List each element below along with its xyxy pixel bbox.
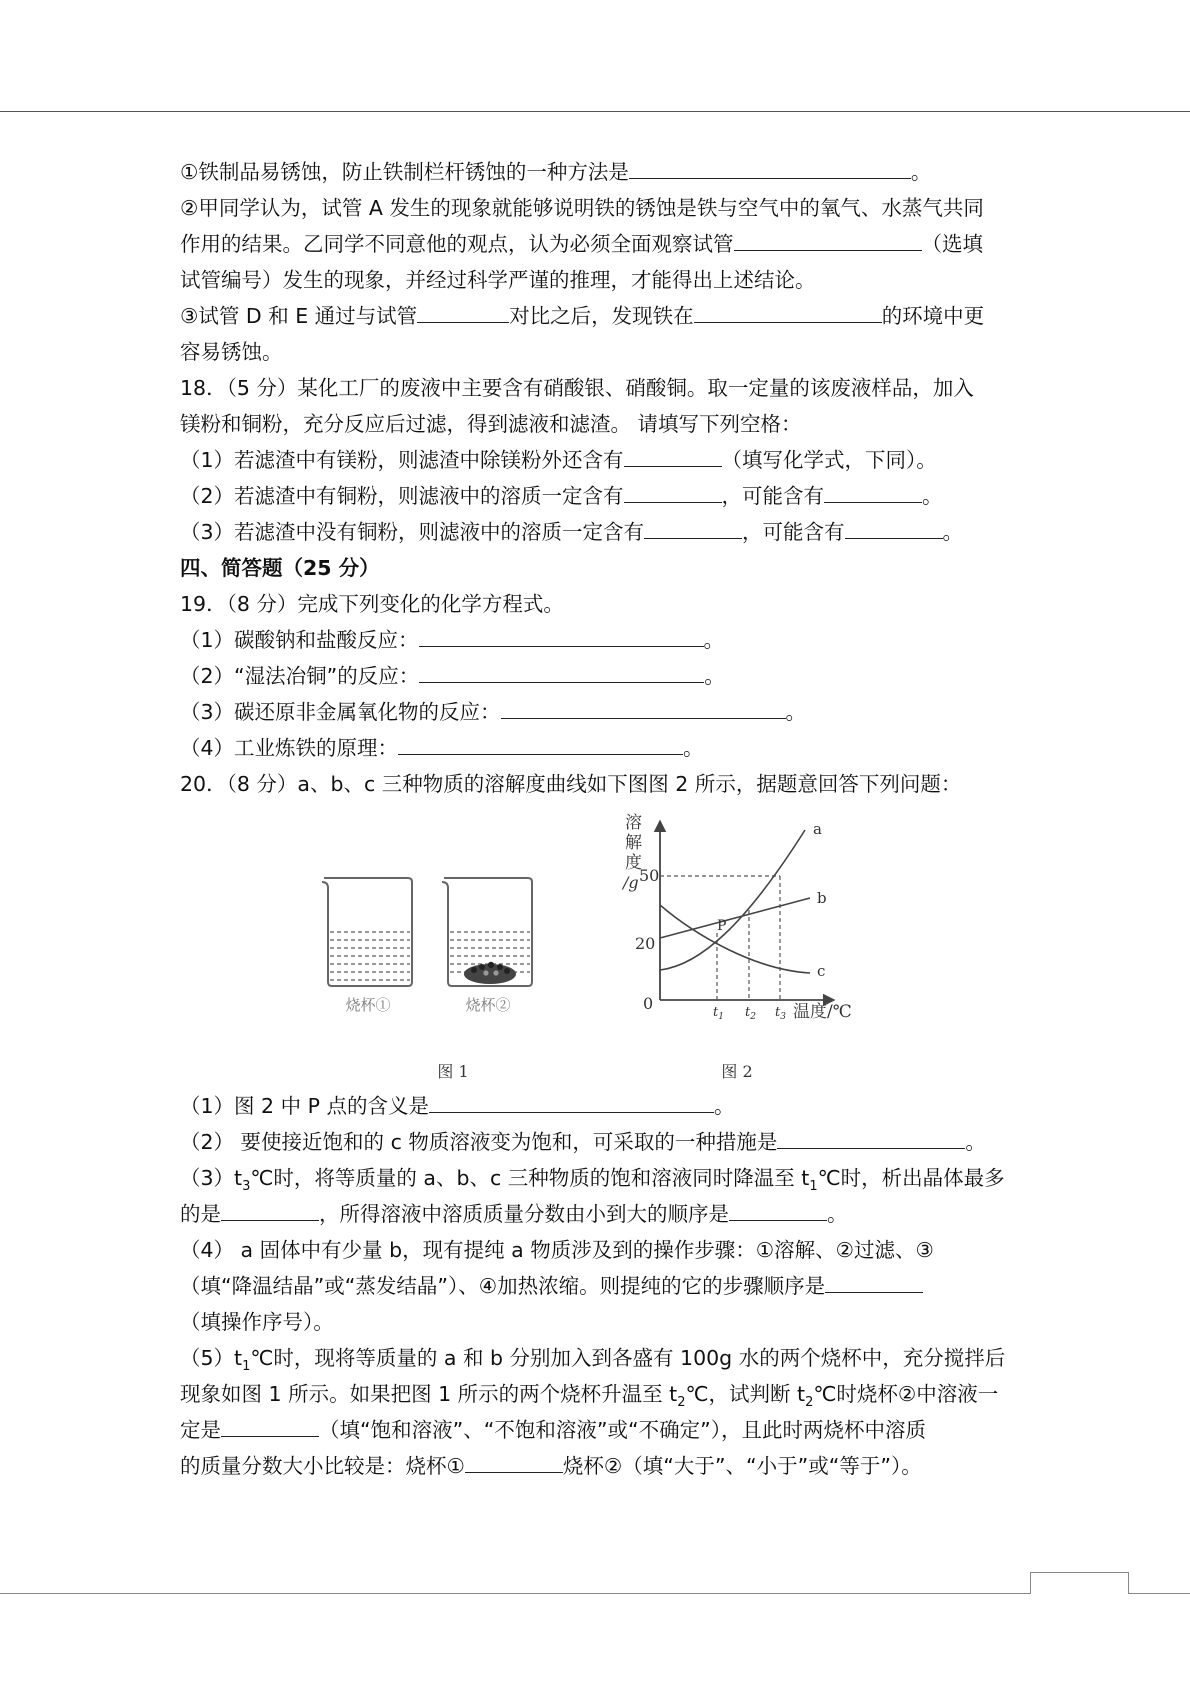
text-line: ③试管 D 和 E 通过与试管 对比之后，发现铁在 的环境中更 <box>180 304 985 328</box>
text-line: （4）工业炼铁的原理： 。 <box>180 736 704 760</box>
answer-blank[interactable] <box>644 518 742 539</box>
answer-blank[interactable] <box>845 518 943 539</box>
curve-a <box>660 830 805 970</box>
header-rule <box>0 111 1190 112</box>
text-line: （2） 要使接近饱和的 c 物质溶液变为饱和，可采取的一种措施是 。 <box>180 1130 986 1154</box>
text-line: 作用的结果。乙同学不同意他的观点，认为必须全面观察试管 （选填 <box>180 232 983 256</box>
answer-blank[interactable] <box>777 1128 965 1149</box>
text-line: （填操作序号）。 <box>180 1310 334 1334</box>
series-label-b: b <box>817 889 827 907</box>
y-axis-label-char: 溶 <box>625 813 642 833</box>
y-tick-label: 50 <box>639 866 660 885</box>
text-line: 试管编号）发生的现象，并经过科学严谨的推理，才能得出上述结论。 <box>180 268 816 292</box>
text-line: 19．（8 分）完成下列变化的化学方程式。 <box>180 592 564 616</box>
y-tick-label: 0 <box>643 994 654 1013</box>
figure-1-caption: 图 1 <box>437 1062 469 1080</box>
text-line: ①铁制品易锈蚀，防止铁制栏杆锈蚀的一种方法是 。 <box>180 160 932 184</box>
text-line: （1）图 2 中 P 点的含义是 。 <box>180 1094 735 1118</box>
y-axis-label-char: /g <box>623 873 639 892</box>
answer-blank[interactable] <box>419 662 704 683</box>
text-line: （填“降温结晶”或“蒸发结晶”）、④加热浓缩。则提纯的它的步骤顺序是 <box>180 1268 923 1304</box>
x-tick-label: $t_3$ <box>775 1005 786 1022</box>
text-line: $(3)t_3℃$时，将等质量的 a、b、c 三种物质的饱和溶液同时降温至 $t_1℃$时，析出晶体最多 <box>180 1166 1005 1195</box>
answer-blank[interactable] <box>734 230 922 251</box>
text-line: （3）碳还原非金属氧化物的反应： 。 <box>180 700 807 724</box>
x-tick-label: $t_1$ <box>713 1005 724 1022</box>
answer-blank[interactable] <box>624 482 722 503</box>
answer-blank[interactable] <box>417 302 509 323</box>
beaker-2-label: 烧杯② <box>465 996 511 1014</box>
answer-blank[interactable] <box>629 158 911 179</box>
answer-blank[interactable] <box>398 734 683 755</box>
text-line: 的是 ，所得溶液中溶质质量分数由小到大的顺序是 。 <box>180 1202 848 1226</box>
text-line: 18．（5 分）某化工厂的废液中主要含有硝酸银、硝酸铜。取一定量的该废液样品，加入 <box>180 376 974 400</box>
footer-rule <box>0 1593 1030 1594</box>
beaker-1-liquid <box>330 932 410 980</box>
curve-b <box>660 898 810 938</box>
answer-blank[interactable] <box>501 698 786 719</box>
text-line: 镁粉和铜粉，充分反应后过滤，得到滤液和滤渣。 请填写下列空格： <box>180 412 802 436</box>
y-axis-label-char: 解 <box>625 833 642 853</box>
answer-blank[interactable] <box>221 1416 319 1437</box>
x-tick-label: $t_2$ <box>745 1005 756 1022</box>
text-line: 容易锈蚀。 <box>180 340 283 364</box>
answer-blank[interactable] <box>465 1452 563 1473</box>
answer-blank[interactable] <box>419 626 704 647</box>
text-line: $(5)t_1℃$时，现将等质量的 a 和 b 分别加入到各盛有 100g 水的两个烧杯中，充分搅拌后 <box>180 1346 1006 1375</box>
series-label-c: c <box>817 962 826 980</box>
answer-blank[interactable] <box>624 446 722 467</box>
figure-2-solubility-chart <box>605 810 875 1080</box>
x-axis-label: 温度/℃ <box>793 1002 852 1022</box>
text-line: （3）若滤渣中没有铜粉，则滤液中的溶质一定含有 ，可能含有 。 <box>180 520 964 544</box>
page-number-tab <box>1030 1572 1129 1594</box>
point-p-label: P <box>717 918 727 934</box>
text-line: （2）“湿法冶铜”的反应： 。 <box>180 664 725 688</box>
answer-blank[interactable] <box>825 1272 923 1293</box>
text-line: 的质量分数大小比较是：烧杯① 烧杯②（填“大于”、“小于”或“等于”）。 <box>180 1454 922 1478</box>
text-line: （1）碳酸钠和盐酸反应： 。 <box>180 628 725 652</box>
text-line: 定是 （填“饱和溶液”、“不饱和溶液”或“不确定”），且此时两烧杯中溶质 <box>180 1418 926 1442</box>
text-line: ②甲同学认为，试管 A 发生的现象就能够说明铁的锈蚀是铁与空气中的氧气、水蒸气共同 <box>180 196 984 220</box>
text-line: （2）若滤渣中有铜粉，则滤液中的溶质一定含有 ，可能含有 。 <box>180 484 943 508</box>
series-label-a: a <box>813 820 822 838</box>
figure-2-caption: 图 2 <box>721 1062 753 1080</box>
answer-blank[interactable] <box>429 1092 714 1113</box>
section-heading: 四、简答题（25 分） <box>180 556 380 580</box>
y-axis-label-char: 度 <box>625 853 642 873</box>
answer-blank[interactable] <box>729 1200 827 1221</box>
footer-rule <box>1128 1593 1190 1594</box>
figure-1-beakers <box>310 870 550 1080</box>
text-line: 现象如图 1 所示。如果把图 1 所示的两个烧杯升温至 $t_2℃$，试判断 $t_2℃$时烧杯②中溶液一 <box>180 1382 999 1411</box>
text-line: 20．（8 分）a、b、c 三种物质的溶解度曲线如下图图 2 所示，据题意回答下列问题： <box>180 772 962 796</box>
text-line: （4） a 固体中有少量 b，现有提纯 a 物质涉及到的操作步骤：①溶解、②过滤、③ <box>180 1238 934 1262</box>
answer-blank[interactable] <box>824 482 922 503</box>
y-tick-label: 20 <box>635 934 656 953</box>
text-line: （1）若滤渣中有镁粉，则滤渣中除镁粉外还含有 （填写化学式，下同）。 <box>180 448 937 472</box>
answer-blank[interactable] <box>694 302 882 323</box>
beaker-2-crystals <box>464 962 516 984</box>
answer-blank[interactable] <box>221 1200 319 1221</box>
beaker-1-label: 烧杯① <box>345 996 391 1014</box>
